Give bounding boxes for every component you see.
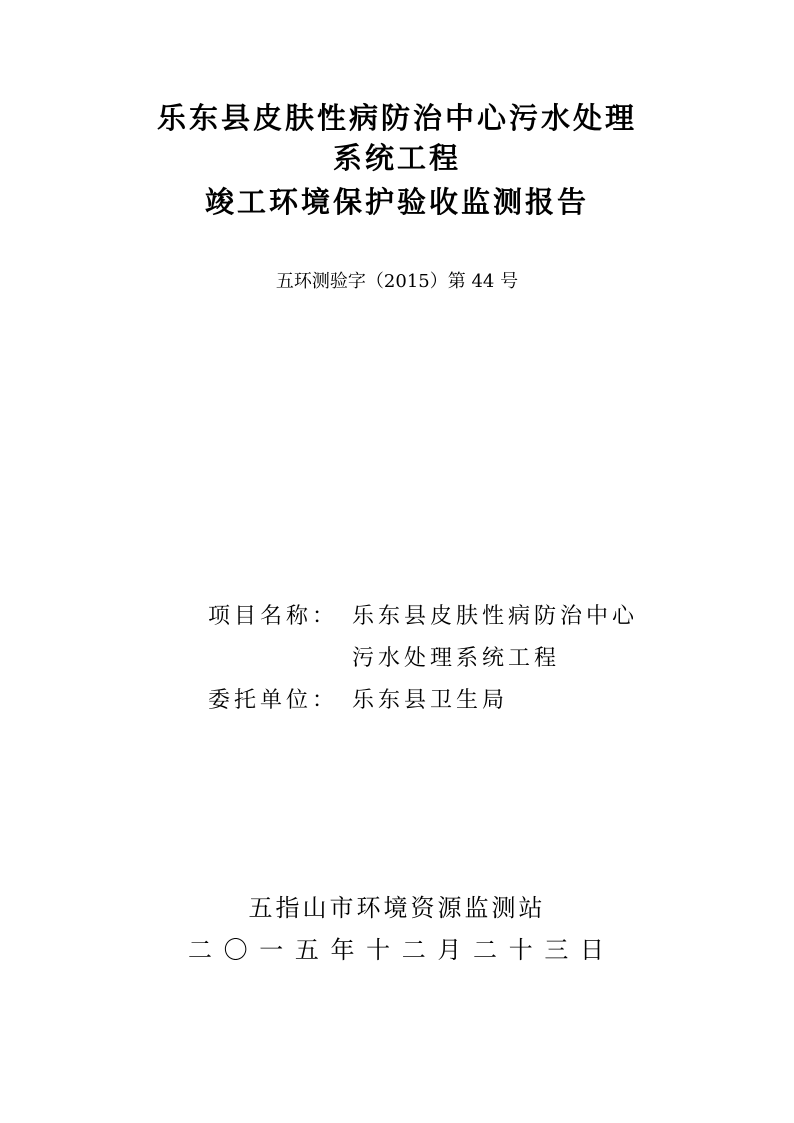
report-title-line-1: 乐东县皮肤性病防治中心污水处理 — [156, 101, 637, 135]
report-date: 二 〇 一 五 年 十 二 月 二 十 三 日 — [188, 936, 606, 964]
project-name-label: 项目名称： — [208, 604, 339, 629]
issuing-organization: 五指山市环境资源监测站 — [248, 894, 546, 922]
project-name-value-line-1: 乐东县皮肤性病防治中心 — [352, 604, 639, 629]
project-name-value-line-2: 污水处理系统工程 — [352, 646, 561, 671]
document-number: 五环测验字（2015）第 44 号 — [275, 271, 519, 292]
report-title-line-3: 竣工环境保护验收监测报告 — [204, 185, 589, 219]
report-title-line-2: 系统工程 — [332, 141, 461, 175]
client-value: 乐东县卫生局 — [352, 688, 509, 713]
client-label: 委托单位： — [208, 688, 339, 713]
